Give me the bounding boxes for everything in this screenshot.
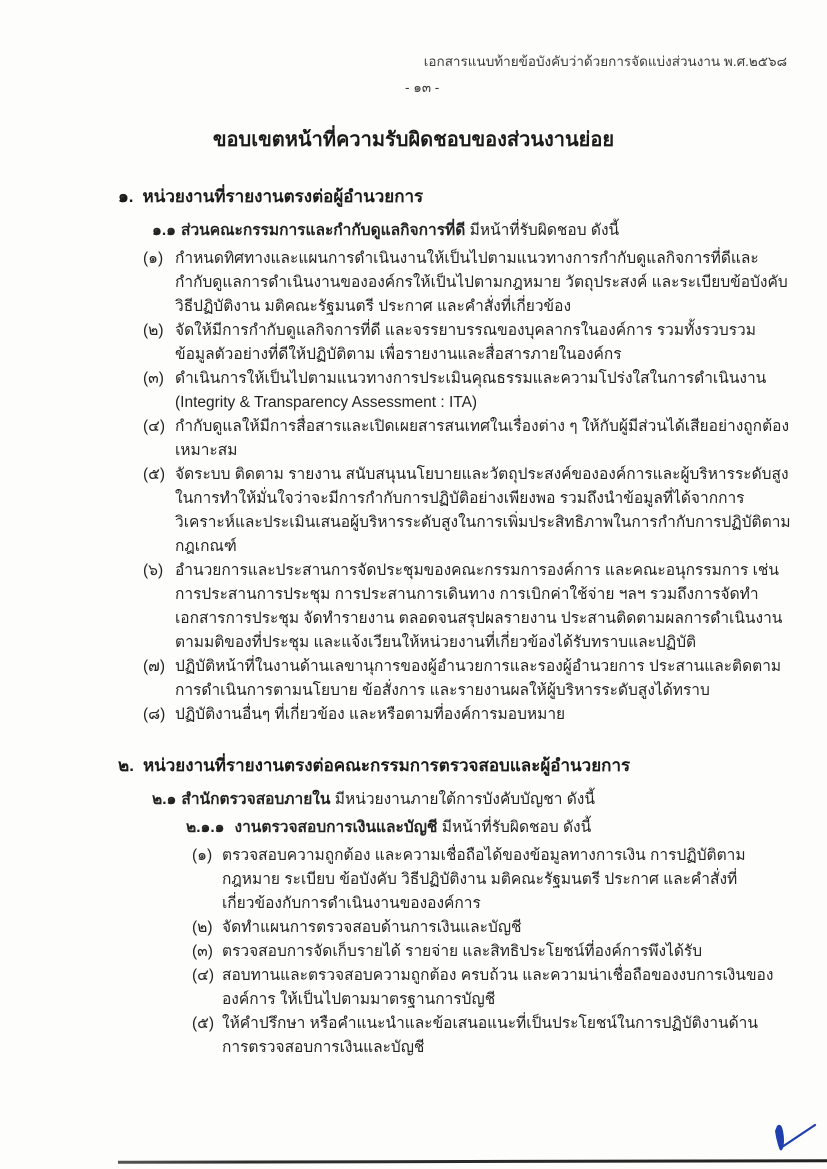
subsection-2-1-heading (152, 788, 827, 812)
item-text: ตรวจสอบการจัดเก็บรายได้ รายจ่าย และสิทธิประโยชน์ที่องค์การพึงได้รับ (222, 943, 703, 960)
header-note: เอกสารแนบท้ายข้อบังคับว่าด้วยการจัดแบ่งส่วนงาน พ.ศ.๒๕๖๘ (423, 54, 787, 69)
item-number: (๖) (143, 562, 164, 579)
item-text: ปฏิบัติงานอื่นๆ ที่เกี่ยวข้อง และหรือตามที่องค์การมอบหมาย (175, 706, 566, 723)
item-number: (๕) (143, 466, 166, 483)
item-text: ตรวจสอบความถูกต้อง และความเชื่อถือได้ของข้อมูลทางการเงิน การปฏิบัติตามกฎหมาย ระเบียบ ข้อบังคับ วิธีปฏิบัติงาน มติคณะรัฐมนตรี ประกาศ และคำสั่งที่เกี่ยวข้องกับการดำเนินงานขององค์การ (222, 847, 746, 912)
subsection-1-1-suffix: มีหน้าที่รับผิดชอบ ดังนี้ (469, 222, 620, 239)
blue-check-ink-mark-icon (768, 1119, 818, 1159)
item-number: (๗) (143, 658, 165, 675)
section-2-title: หน่วยงานที่รายงานตรงต่อคณะกรรมการตรวจสอบและผู้อำนวยการ (142, 756, 631, 775)
subsection-2-1-number: ๒.๑ (152, 791, 177, 808)
section-1-title: หน่วยงานที่รายงานตรงต่อผู้อำนวยการ (142, 187, 424, 206)
document-body (0, 184, 827, 1060)
subsection-2-1-1-heading (186, 816, 827, 840)
subsection-2-1-1-title: งานตรวจสอบการเงินและบัญชี (234, 819, 438, 836)
list-item (192, 1012, 776, 1060)
list-item (143, 319, 791, 367)
list-item (143, 415, 791, 463)
list-item (143, 247, 791, 319)
list-item (143, 703, 791, 727)
item-number: (๑) (192, 847, 213, 864)
item-number: (๔) (143, 418, 166, 435)
section-1-number: ๑. (118, 187, 134, 206)
scan-edge-line (118, 1159, 827, 1163)
subsection-1-1-title: ส่วนคณะกรรมการและกำกับดูแลกิจการที่ดี (180, 222, 466, 239)
section-1-heading (118, 184, 827, 210)
list-item (143, 367, 791, 415)
subsection-2-1-1-number: ๒.๑.๑ (186, 819, 225, 836)
item-number: (๒) (143, 322, 164, 339)
item-number: (๘) (143, 706, 166, 723)
item-text: อำนวยการและประสานการจัดประชุมของคณะกรรมการองค์การ และคณะอนุกรรมการ เช่น การประสานการประชุม การประสานการเดินทาง การเบิกค่าใช้จ่าย ฯลฯ รวมถึงการจัดทำเอกสารการประชุม จัดทำรายงาน ตลอดจนสรุปผลรายงาน ประสานติดตามผลการดำเนินงานตามมติของที่ประชุม และแจ้งเวียนให้หน่วยงานที่เกี่ยวข้องได้รับทราบและปฏิบัติ (175, 562, 783, 651)
item-text: กำหนดทิศทางและแผนการดำเนินงานให้เป็นไปตามแนวทางการกำกับดูแลกิจการที่ดีและกำกับดูแลการดำเนินงานขององค์กรให้เป็นไปตามกฎหมาย วัตถุประสงค์ และระเบียบข้อบังคับ วิธีปฏิบัติงาน มติคณะรัฐมนตรี ประกาศ และคำสั่งที่เกี่ยวข้อง (175, 250, 788, 315)
item-text: ให้คำปรึกษา หรือคำแนะนำและข้อเสนอแนะที่เป็นประโยชน์ในการปฏิบัติงานด้านการตรวจสอบการเงินและบัญชี (222, 1015, 758, 1056)
section-2-heading (118, 753, 827, 779)
list-item (143, 463, 791, 559)
subsection-1-1-number: ๑.๑ (152, 222, 176, 239)
subsection-1-1-heading (152, 219, 827, 243)
item-number: (๔) (192, 967, 215, 984)
item-text: กำกับดูแลให้มีการสื่อสารและเปิดเผยสารสนเทศในเรื่องต่าง ๆ ให้กับผู้มีส่วนได้เสียอย่างถูกต้องเหมาะสม (175, 418, 790, 459)
list-item (192, 916, 776, 940)
item-text: ปฏิบัติหน้าที่ในงานด้านเลขานุการของผู้อำนวยการและรองผู้อำนวยการ ประสานและติดตามการดำเนินการตามนโยบาย ข้อสั่งการ และรายงานผลให้ผู้บริหารระดับสูงได้ทราบ (175, 658, 782, 699)
page-title: ขอบเขตหน้าที่ความรับผิดชอบของส่วนงานย่อย (212, 129, 615, 151)
item-number: (๕) (192, 1015, 215, 1032)
item-text: จัดระบบ ติดตาม รายงาน สนับสนุนนโยบายและวัตถุประสงค์ขององค์การและผู้บริหารระดับสูงในการทำให้มั่นใจว่าจะมีการกำกับการปฏิบัติอย่างเพียงพอ รวมถึงนำข้อมูลที่ได้จากการวิเคราะห์และประเมินเสนอผู้บริหารระดับสูงในการเพิ่มประสิทธิภาพในการกำกับการปฏิบัติตามกฎเกณฑ์ (175, 466, 791, 555)
ink-mark-tail (782, 1125, 815, 1147)
list-item (192, 844, 776, 916)
item-number: (๑) (143, 250, 164, 267)
list-item (143, 559, 791, 655)
item-number: (๓) (143, 370, 164, 387)
item-number: (๒) (192, 919, 213, 936)
list-item (192, 964, 776, 1012)
subsection-2-1-1-items (192, 844, 776, 1060)
item-text: สอบทานและตรวจสอบความถูกต้อง ครบถ้วน และความน่าเชื่อถือของงบการเงินขององค์การ ให้เป็นไปตามมาตรฐานการบัญชี (222, 967, 774, 1008)
list-item (143, 655, 791, 703)
subsection-1-1-items (143, 247, 791, 727)
item-text: จัดให้มีการกำกับดูแลกิจการที่ดี และจรรยาบรรณของบุคลากรในองค์การ รวมทั้งรวบรวมข้อมูลตัวอย่างที่ดีให้ปฏิบัติตาม เพื่อรายงานและสื่อสารภายในองค์กร (175, 322, 756, 363)
subsection-2-1-title: สำนักตรวจสอบภายใน (181, 791, 331, 808)
subsection-2-1-suffix: มีหน่วยงานภายใต้การบังคับบัญชา ดังนี้ (334, 791, 595, 808)
item-number: (๓) (192, 943, 213, 960)
list-item (192, 940, 776, 964)
section-2-number: ๒. (118, 756, 134, 775)
item-text: จัดทำแผนการตรวจสอบด้านการเงินและบัญชี (222, 919, 522, 936)
page-number: - ๑๓ - (405, 80, 440, 95)
item-text: ดำเนินการให้เป็นไปตามแนวทางการประเมินคุณธรรมและความโปร่งใสในการดำเนินงาน (Integrity & Transparency Assessment : ITA) (175, 370, 767, 411)
subsection-2-1-1-suffix: มีหน้าที่รับผิดชอบ ดังนี้ (441, 819, 592, 836)
